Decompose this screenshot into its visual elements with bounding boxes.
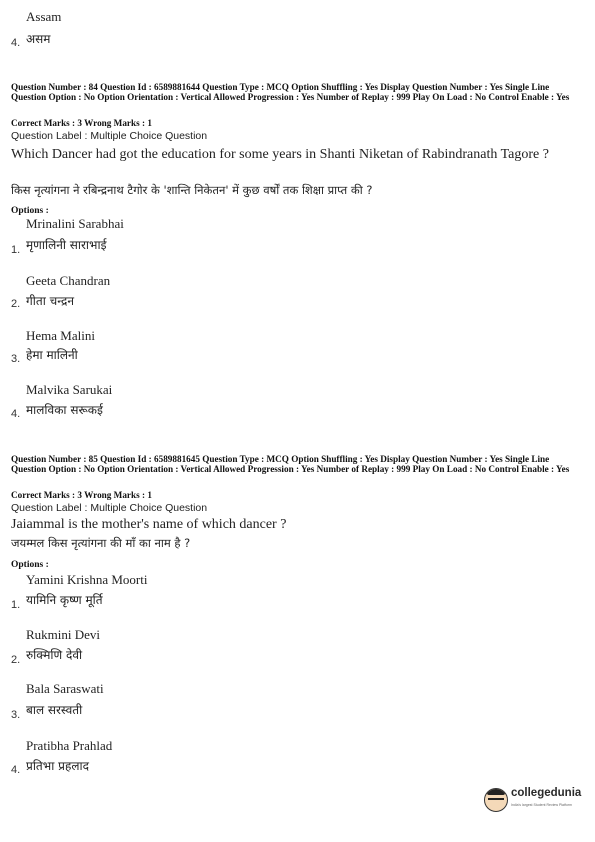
- question-label: Question Label : Multiple Choice Question: [11, 130, 208, 142]
- collegedunia-logo: [484, 786, 584, 814]
- question-marks: Correct Marks : 3 Wrong Marks : 1: [11, 118, 152, 128]
- option-number: 4.: [11, 764, 21, 776]
- question-meta: Question Number : 84 Question Id : 6589881644 Question Type : MCQ Option Shuffling : Yes Display Question Number : Yes Single Line Question Option : No Option Orientation : Vertical Allowed Progression : Yes Number of Replay : 999 Play On Load : No Control Enable : Yes: [11, 82, 570, 102]
- option-number: 3.: [11, 709, 21, 721]
- option-en: Malvika Sarukai: [26, 382, 113, 397]
- option-hi: हेमा मालिनी: [26, 348, 78, 362]
- options-label: Options :: [11, 206, 49, 216]
- option-number: 1.: [11, 244, 21, 256]
- option-en: Rukmini Devi: [26, 627, 101, 642]
- option-en: Yamini Krishna Moorti: [26, 572, 148, 587]
- option-en: Geeta Chandran: [26, 273, 111, 288]
- option-hi: मालविका सरूकई: [26, 403, 103, 417]
- options-label: Options :: [11, 560, 49, 570]
- student-mascot-icon: [484, 788, 508, 812]
- option-hi: गीता चन्द्रन: [26, 294, 74, 308]
- option-hi: यामिनि कृष्ण मूर्ति: [26, 593, 103, 607]
- option-number: 4.: [11, 408, 21, 420]
- question-text-hi: जयम्मल किस नृत्यांगना की माँ का नाम है ?: [11, 536, 191, 550]
- option-en: Assam: [26, 9, 62, 24]
- option-hi: असम: [26, 32, 51, 46]
- logo-brand-text: collegedunia: [511, 787, 582, 799]
- option-en: Pratibha Prahlad: [26, 738, 113, 753]
- question-meta: Question Number : 85 Question Id : 6589881645 Question Type : MCQ Option Shuffling : Yes Display Question Number : Yes Single Line Question Option : No Option Orientation : Vertical Allowed Progression : Yes Number of Replay : 999 Play On Load : No Control Enable : Yes: [11, 454, 570, 474]
- option-en: Hema Malini: [26, 328, 95, 343]
- logo-tagline: India's largest Student Review Platform: [511, 803, 572, 807]
- option-number: 2.: [11, 298, 21, 310]
- option-number: 3.: [11, 353, 21, 365]
- option-hi: बाल सरस्वती: [26, 703, 83, 717]
- option-hi: प्रतिभा प्रहलाद: [26, 759, 89, 773]
- question-marks: Correct Marks : 3 Wrong Marks : 1: [11, 490, 152, 500]
- question-text-en: Jaiammal is the mother's name of which dancer ?: [11, 517, 287, 532]
- option-number: 1.: [11, 599, 21, 611]
- option-number: 2.: [11, 654, 21, 666]
- option-en: Bala Saraswati: [26, 681, 104, 696]
- option-hi: मृणालिनी साराभाई: [26, 238, 107, 252]
- option-hi: रुक्मिणि देवी: [26, 648, 83, 662]
- option-number: 4.: [11, 37, 21, 49]
- question-label: Question Label : Multiple Choice Question: [11, 502, 208, 514]
- question-text-en: Which Dancer had got the education for some years in Shanti Niketan of Rabindranath Tagore ?: [11, 147, 549, 162]
- question-text-hi: किस नृत्यांगना ने रबिन्द्रनाथ टैगोर के 'शान्ति निकेतन' में कुछ वर्षों तक शिक्षा प्राप्त की ?: [11, 183, 373, 197]
- option-en: Mrinalini Sarabhai: [26, 216, 124, 231]
